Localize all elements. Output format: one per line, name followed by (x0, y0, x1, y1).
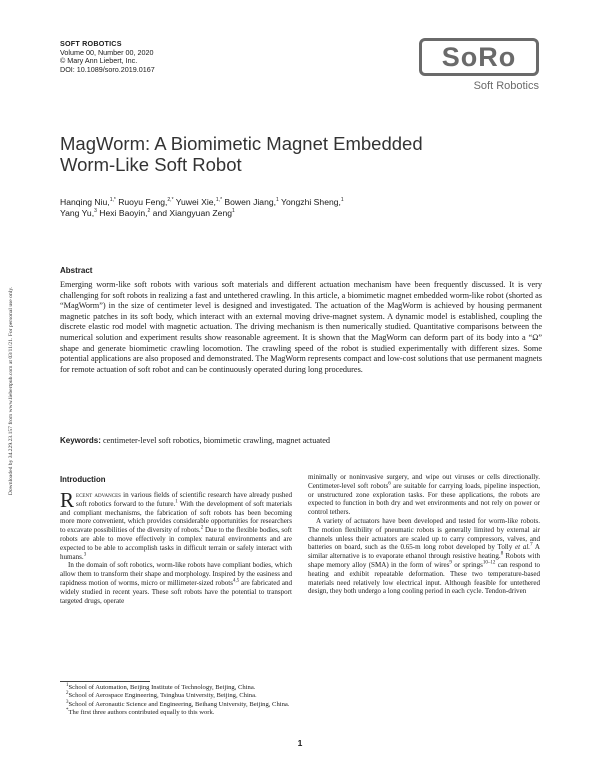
body-column-right (308, 473, 540, 596)
paragraph: Recent advances in various fields of scientific research have already pushed soft robotics forward to the future.$^1$ With the development of soft materials and compliant mechanisms, the fabrication of soft robots has been becoming more more convenient, which provides considerable opportunities for researchers to excavate possibilities of the diversity of robots.$^2$ Due to the flexible bodies, soft robots are able to move effectively in complex natural environments and are expected to be able to accomplish tasks in difficult terrain or safely interact with humans.$^3$ (60, 488, 293, 561)
logo-subtitle: Soft Robotics (473, 80, 539, 92)
journal-volume: Volume 00, Number 00, 2020 (60, 47, 154, 57)
keywords (60, 436, 542, 447)
citation: 8 (500, 551, 504, 557)
title-line-1: MagWorm: A Biomimetic Magnet Embedded (60, 133, 423, 154)
author-affiliation: 1 (232, 208, 235, 215)
journal-doi: DOI: 10.1089/soro.2019.0167 (60, 64, 155, 74)
author-name: Yang Yu, (60, 208, 95, 218)
keywords-label: Keywords: (60, 436, 101, 445)
article-title (60, 133, 480, 175)
author-line-2 (60, 208, 460, 219)
author-name: Hexi Baoyin, (96, 208, 148, 218)
journal-copyright: © Mary Ann Liebert, Inc. (60, 56, 138, 66)
author-name: Hanqing Niu, (60, 197, 110, 207)
intro-heading: Introduction (60, 475, 106, 484)
body-column-left (60, 488, 293, 605)
citation: 4,5 (232, 578, 240, 584)
citation: 2 (200, 525, 204, 531)
footnote: $^2$School of Aerospace Engineering, Tsinghua University, Beijing, China. (66, 691, 257, 700)
author-affiliation: 1,* (215, 197, 223, 204)
author-line-1 (60, 197, 460, 208)
paragraph: In the domain of soft robotics, worm-like robots have compliant bodies, which allow them to transform their shape and morphology. Inspired by the easiness and rapidness motion of worms, micro or millimeter-sized robots$^{4,5}$ are fabricated and widely studied in recent years. These soft robots have the potential to transport targeted drugs, operate (60, 561, 292, 605)
page-number: 1 (297, 738, 303, 748)
footnote: $^1$School of Automation, Beijing Institute of Technology, Beijing, China. (66, 682, 256, 691)
logo-box (419, 38, 539, 76)
title-line-2: Worm-Like Soft Robot (60, 154, 242, 175)
download-note-text: Downloaded by 34.229.23.157 from www.liebertpub.com at 03/11/21. For personal use only. (8, 286, 14, 496)
journal-header (60, 40, 155, 74)
author-affiliation: 1 (276, 197, 279, 204)
author-name: Ruoyu Feng, (115, 197, 168, 207)
footnotes (66, 684, 536, 718)
download-note (6, 262, 16, 524)
drop-cap: R (60, 488, 75, 512)
author-affiliation: 2 (147, 208, 151, 215)
author-affiliation: 3 (94, 208, 97, 215)
footnote: *The first three authors contributed equally to this work. (66, 708, 215, 717)
citation: 7 (530, 543, 533, 549)
paragraph: A variety of actuators have been developed and tested for worm-like robots. The motion flexibility of pneumatic robots is generally limited by external air channels unless their actuators are scaled up to carry compressors, valves, and batteries on board, such as the 0.65-m long robot developed by Tolly et al.$^7$ A similar alternative is to evaporate ethanol through resistive heating.$^8$ Robots with shape memory alloy (SMA) in the form of wires$^9$ or springs$^{10-12}$ can respond to heating and exhibit repeatable deformation. These two temperature-based materials need relatively low electrical input. Although feasible for untethered design, they both undergo a long cooling period in each cycle. Tendon-driven (308, 516, 541, 596)
author-name: Bowen Jiang, (222, 197, 277, 207)
citation: 9 (449, 560, 452, 566)
author-name: and Xiangyuan Zeng (150, 208, 233, 218)
journal-logo (419, 38, 543, 92)
author-name: Yongzhi Sheng, (278, 197, 341, 207)
citation: 6 (388, 481, 391, 487)
citation: 3 (83, 552, 87, 558)
abstract-heading: Abstract (60, 266, 93, 275)
author-affiliation: 1 (340, 197, 344, 204)
author-affiliation: 2,* (167, 197, 174, 204)
small-caps-lead: ecent advances (76, 491, 121, 499)
footnote: $^3$School of Aeronautic Science and Engineering, Beihang University, Beijing, China. (66, 699, 290, 708)
citation: 1 (175, 499, 178, 505)
paragraph: minimally or noninvasive surgery, and wipe out viruses or cells directionally. Centimeter-level soft robots$^6$ are suitable for carrying loads, pipeline inspection, or unstructured zone exploration tasks. For these applications, the robots are expected to function in both dry and wet environments and not rely on power or control tethers. (308, 473, 541, 517)
author-affiliation: 1,* (109, 197, 116, 204)
author-name: Yuwei Xie, (173, 197, 216, 207)
author-list (60, 197, 460, 219)
keywords-text: centimeter-level soft robotics, biomimetic crawling, magnet actuated (100, 436, 331, 445)
abstract-text: Emerging worm-like soft robots with various soft materials and different actuation mechanism have been frequently discussed. It is very challenging for soft robots in realizing a fast and untethered crawling. In this article, a biomimetic magnet embedded worm-like robot (shorted as “MagWorm”) in the size of centimeter level is designed and investigated. The actuation of the MagWorm is achieved by housing permanent magnetic patches in its soft body, which interact with an external moving drive-magnet system. A dynamic model is established, coupling the discrete elastic rod model with magnetic actuation. The driving mechanism is then numerically studied. Quantitative comparisons between the numerical solution and experiment results show reasonable agreement. It is shown that the MagWorm can deform part of its body into a “Ω” shape and generate biomimetic crawling locomotion. The crawling speed of the robot is studied experimentally with different sizes. Some potential applications are also proposed and demonstrated. The MagWorm represents compact and low-cost solutions that use permanent magnets for remote actuation of soft robot and can be continuously operated during long procedures. (60, 280, 542, 374)
journal-name: SOFT ROBOTICS (60, 39, 122, 48)
logo-mark: SoRo (441, 41, 517, 72)
footnote-rule (60, 681, 150, 682)
citation: 10–12 (482, 560, 496, 566)
